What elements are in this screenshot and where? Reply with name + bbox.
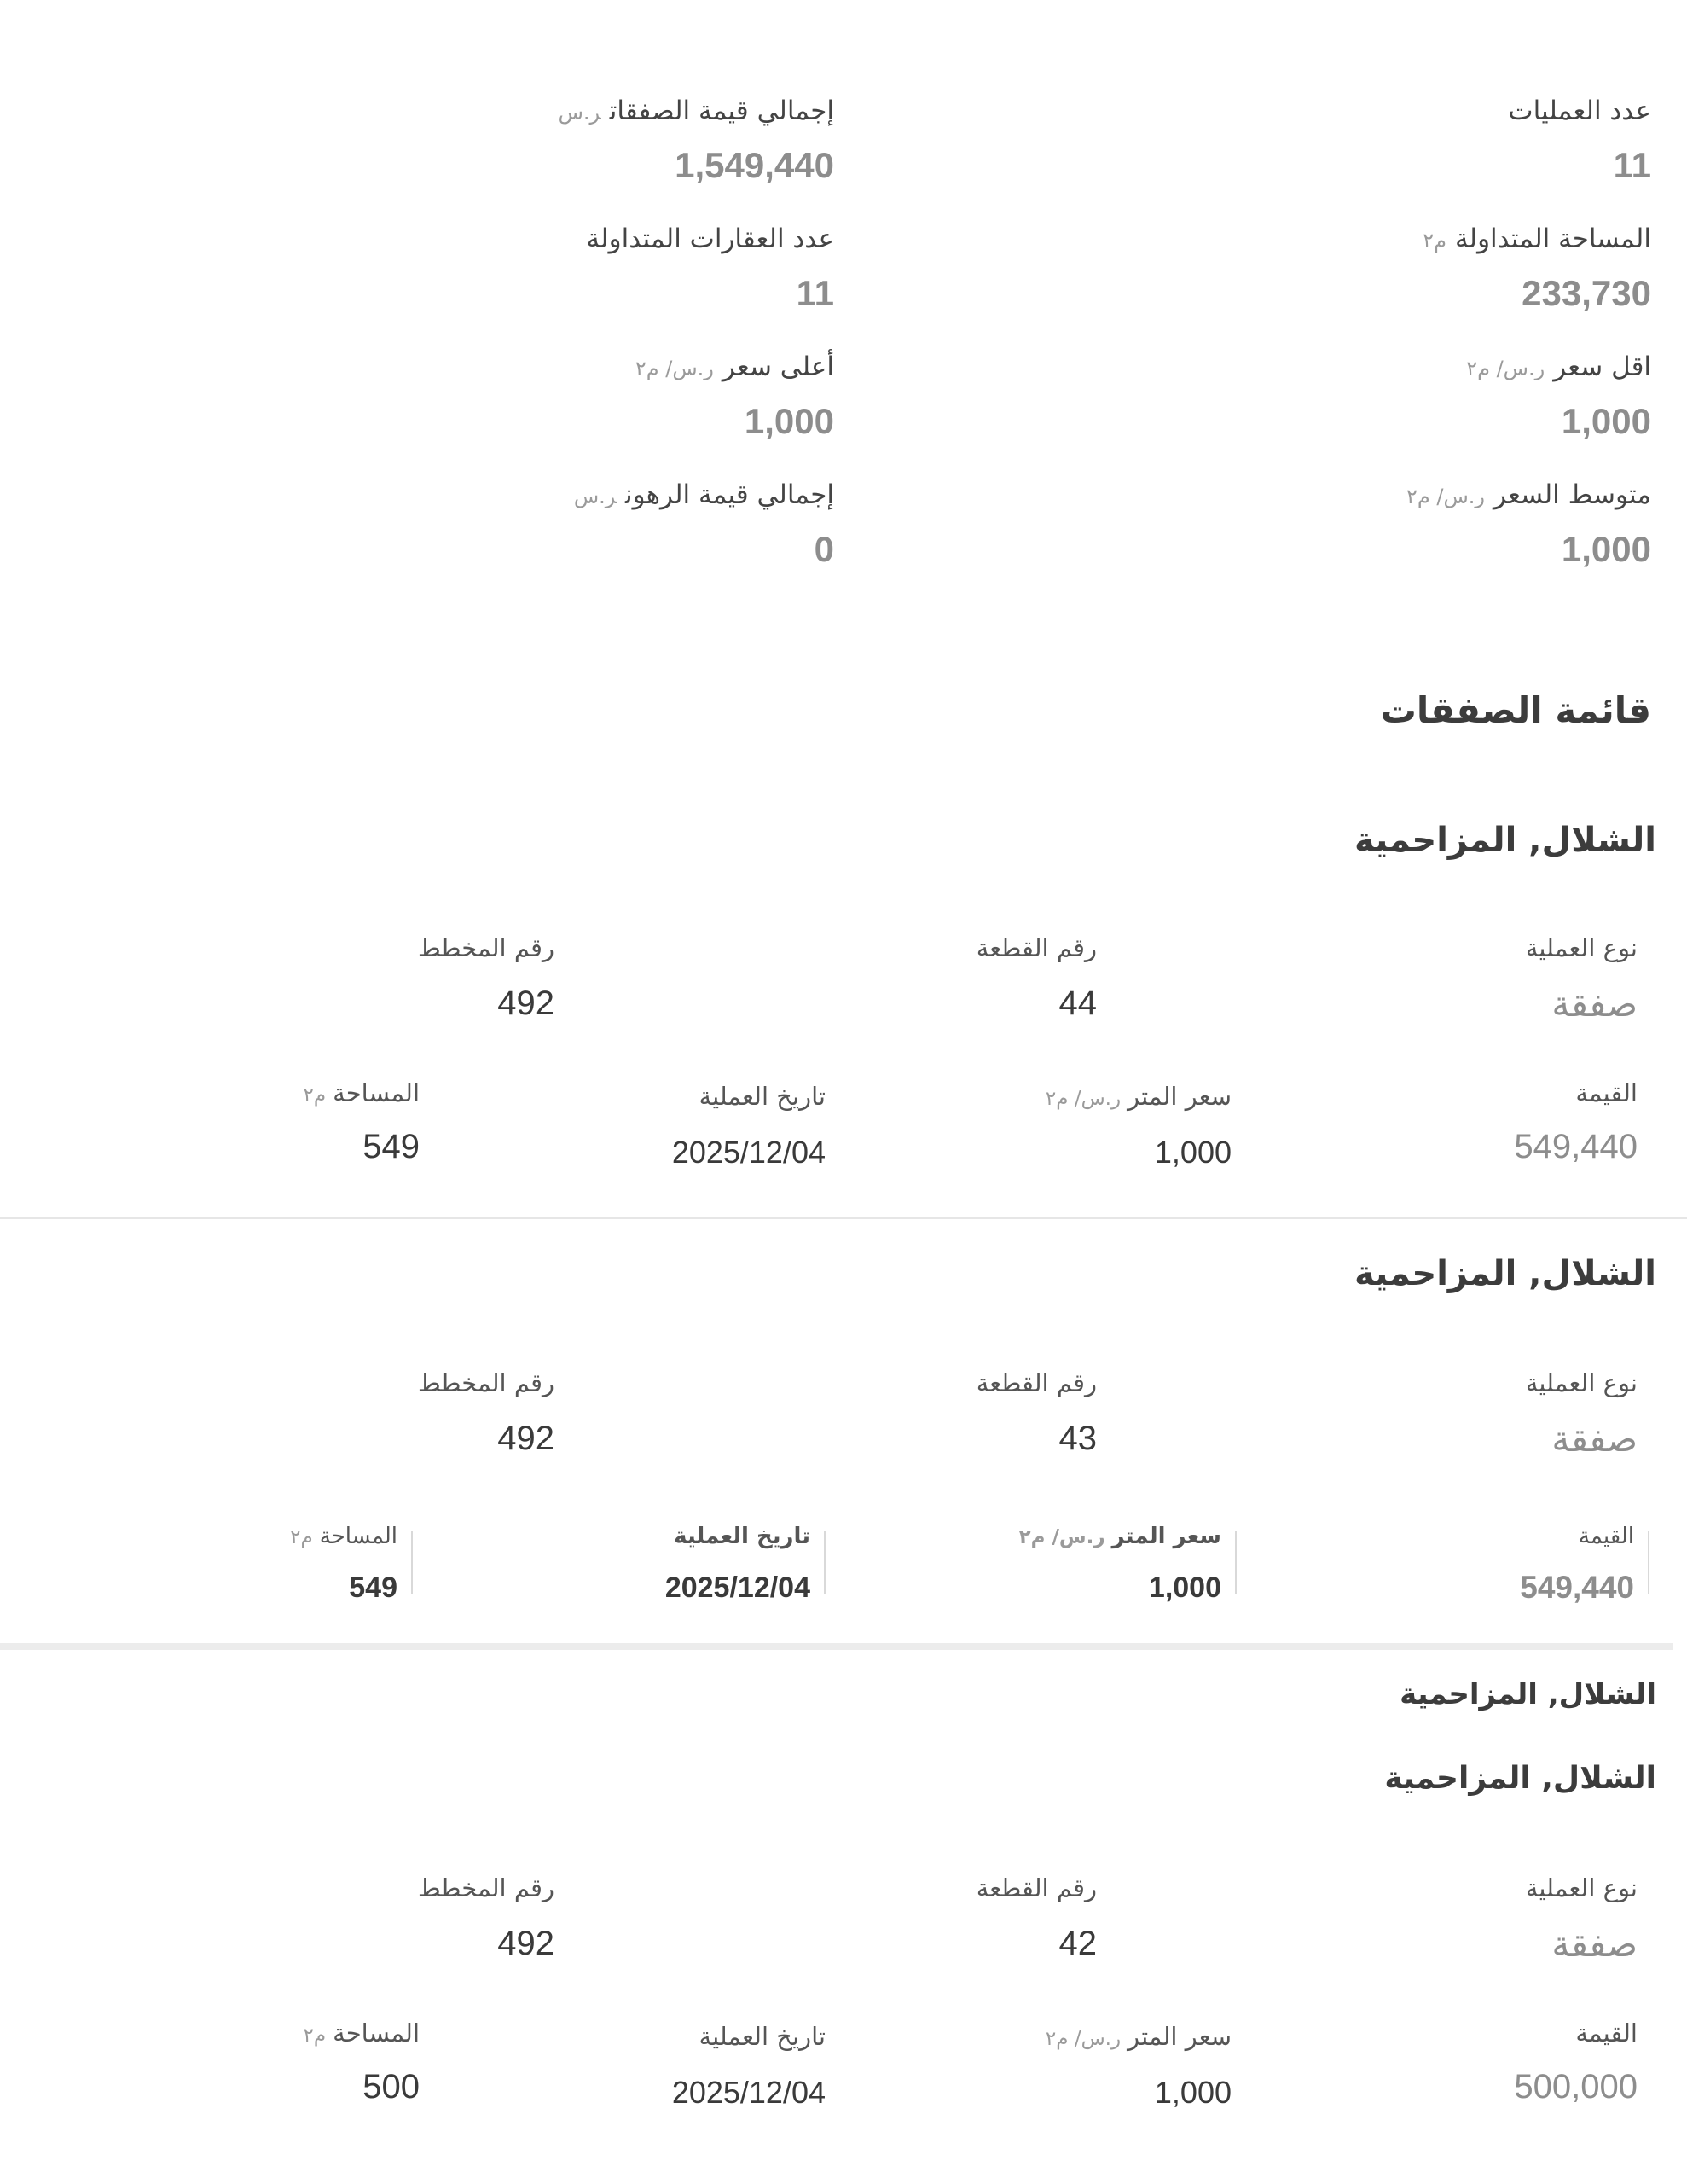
plan-no-value: 492 bbox=[497, 1925, 554, 1962]
operations-count-value: 11 bbox=[1613, 145, 1651, 185]
op-type-label: نوع العملية bbox=[1525, 933, 1638, 962]
price-per-meter-value: 1,000 bbox=[1148, 1571, 1221, 1604]
op-type-value: صفقة bbox=[1551, 1418, 1638, 1460]
price-per-meter-label: سعر المترر.س/ م٢ bbox=[1018, 1524, 1221, 1549]
traded-area-label: المساحة المتداولةم٢ bbox=[1423, 224, 1651, 254]
price-per-meter-label: سعر المترر.س/ م٢ bbox=[1045, 1082, 1232, 1111]
parcel-no-value: 43 bbox=[1058, 1420, 1097, 1457]
op-date-value: 2025/12/04 bbox=[664, 1571, 810, 1604]
plan-no-label: رقم المخطط bbox=[417, 933, 554, 962]
op-date-label: تاريخ العملية bbox=[674, 1524, 810, 1549]
value-label: القيمة bbox=[1578, 1524, 1634, 1549]
total-deals-value: 1,549,440 bbox=[675, 145, 834, 185]
plan-no-value: 492 bbox=[497, 1420, 554, 1457]
max-price-label: أعلى سعرر.س/ م٢ bbox=[635, 351, 834, 382]
op-date-value: 2025/12/04 bbox=[671, 1135, 826, 1170]
column-separator bbox=[1235, 1531, 1237, 1594]
value-label: القيمة bbox=[1575, 2018, 1638, 2048]
plan-no-label: رقم المخطط bbox=[417, 1368, 554, 1397]
price-per-meter-value: 1,000 bbox=[1154, 2075, 1232, 2110]
traded-properties-label: عدد العقارات المتداولة bbox=[586, 224, 834, 254]
traded-area-value: 233,730 bbox=[1522, 273, 1651, 313]
op-date-label: تاريخ العملية bbox=[699, 2022, 826, 2051]
avg-price-label: متوسط السعرر.س/ م٢ bbox=[1406, 479, 1651, 510]
column-separator bbox=[1648, 1531, 1649, 1594]
operations-count-label: عدد العمليات bbox=[1508, 96, 1651, 126]
traded-properties-value: 11 bbox=[796, 273, 834, 313]
card-divider bbox=[0, 1217, 1687, 1219]
price-per-meter-value: 1,000 bbox=[1154, 1135, 1232, 1170]
parcel-no-value: 42 bbox=[1058, 1925, 1097, 1962]
area-value: 500 bbox=[362, 2068, 420, 2106]
card-divider bbox=[0, 1643, 1673, 1650]
total-mortgages-value: 0 bbox=[814, 529, 834, 569]
max-price-value: 1,000 bbox=[744, 401, 834, 441]
deal-location-title: الشلال, المزاحمية bbox=[1354, 821, 1656, 860]
column-separator bbox=[411, 1531, 413, 1594]
min-price-label: اقل سعرر.س/ م٢ bbox=[1466, 351, 1651, 382]
plan-no-label: رقم المخطط bbox=[417, 1873, 554, 1902]
op-type-value: صفقة bbox=[1551, 1923, 1638, 1965]
total-deals-value-label: إجمالي قيمة الصفقاتر.س bbox=[558, 96, 834, 126]
area-label: المساحةم٢ bbox=[303, 2018, 420, 2048]
value-value: 549,440 bbox=[1514, 1128, 1638, 1165]
area-value: 549 bbox=[349, 1571, 397, 1604]
op-type-value: صفقة bbox=[1551, 983, 1638, 1025]
area-value: 549 bbox=[362, 1128, 420, 1165]
parcel-no-label: رقم القطعة bbox=[976, 1873, 1097, 1902]
op-date-value: 2025/12/04 bbox=[671, 2075, 826, 2110]
op-type-label: نوع العملية bbox=[1525, 1873, 1638, 1902]
parcel-no-label: رقم القطعة bbox=[976, 933, 1097, 962]
column-separator bbox=[824, 1531, 826, 1594]
op-date-label: تاريخ العملية bbox=[699, 1082, 826, 1111]
value-label: القيمة bbox=[1575, 1078, 1638, 1107]
avg-price-value: 1,000 bbox=[1561, 529, 1651, 569]
total-mortgages-label: إجمالي قيمة الرهونر.س bbox=[573, 479, 834, 510]
parcel-no-value: 44 bbox=[1058, 985, 1097, 1022]
area-label: المساحةم٢ bbox=[303, 1078, 420, 1107]
area-label: المساحةم٢ bbox=[290, 1524, 397, 1549]
deal-location-subtitle: الشلال, المزاحمية bbox=[1384, 1761, 1656, 1796]
min-price-value: 1,000 bbox=[1561, 401, 1651, 441]
value-value: 549,440 bbox=[1520, 1570, 1634, 1605]
deal-location-title: الشلال, المزاحمية bbox=[1400, 1677, 1656, 1711]
op-type-label: نوع العملية bbox=[1525, 1368, 1638, 1397]
parcel-no-label: رقم القطعة bbox=[976, 1368, 1097, 1397]
plan-no-value: 492 bbox=[497, 985, 554, 1022]
value-value: 500,000 bbox=[1514, 2068, 1638, 2106]
deals-list-title: قائمة الصفقات bbox=[1380, 689, 1651, 731]
deal-location-title: الشلال, المزاحمية bbox=[1354, 1254, 1656, 1293]
price-per-meter-label: سعر المترر.س/ م٢ bbox=[1045, 2022, 1232, 2051]
